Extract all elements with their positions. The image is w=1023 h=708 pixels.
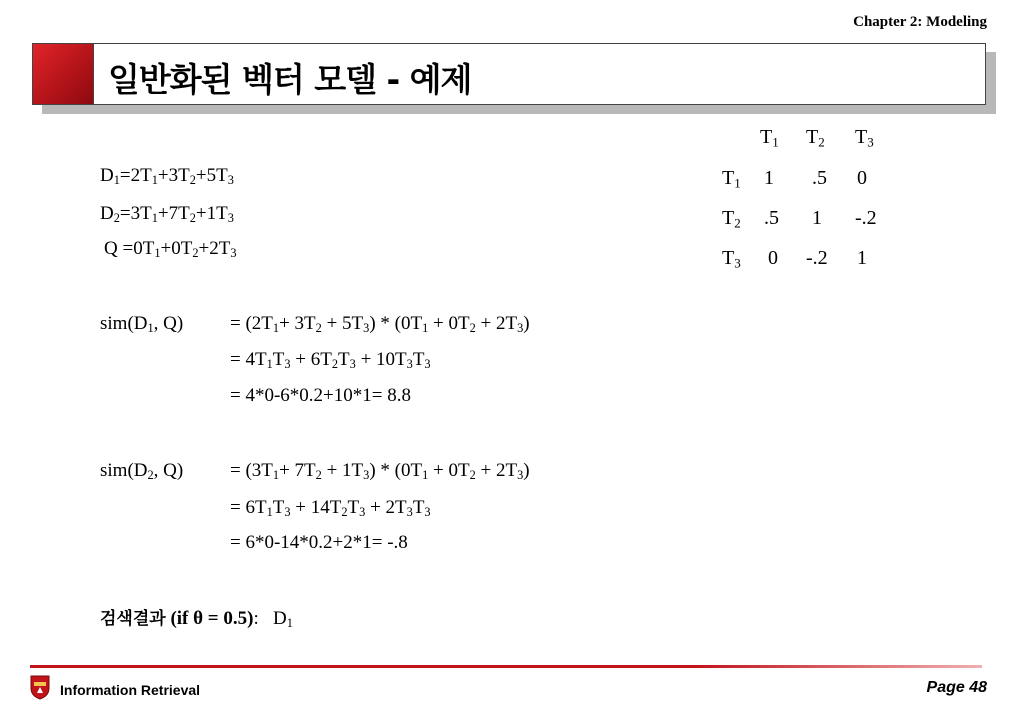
matrix-cell: -.2 [855, 207, 877, 229]
search-result: 검색결과 (if θ = 0.5): $D_1$ [100, 608, 293, 631]
matrix-cell: 0 [857, 167, 867, 189]
matrix-cell: .5 [764, 207, 779, 229]
slide-title: 일반화된 벡터 모델 - 예제 [108, 60, 472, 99]
chapter-label: Chapter 2: Modeling [853, 14, 987, 30]
sim2-line3: = 6*0-14*0.2+2*1= -.8 [230, 532, 408, 553]
matrix-col-header: $T_2$ [806, 126, 825, 150]
title-accent-square [32, 43, 94, 105]
matrix-row-label: $T_3$ [722, 247, 741, 271]
sim1-line2: = $4T_1T_3 + 6T_2T_3 + 10T_3T_3$ [230, 349, 431, 372]
matrix-cell: -.2 [806, 247, 828, 269]
matrix-cell: .5 [812, 167, 827, 189]
matrix-cell: 1 [812, 207, 822, 229]
sim1-lhs: $sim(D_1$, Q) [100, 313, 184, 336]
matrix-row-label: $T_1$ [722, 167, 741, 191]
result-condition: (if θ = 0.5) [170, 608, 254, 629]
matrix-cell: 1 [764, 167, 774, 189]
sim1-line3: = 4*0-6*0.2+10*1= 8.8 [230, 385, 411, 406]
page-number: Page 48 [926, 679, 987, 696]
matrix-cell: 0 [768, 247, 778, 269]
matrix-row-label: $T_2$ [722, 207, 741, 231]
definition-d1: $D_1=2T_1+3T_2+5T_3$ [100, 165, 234, 188]
sim1-line1: = $(2T_1+ 3T_2 + 5T_3) * (0T_1 + 0T_2 + 2T_3)$ [230, 313, 530, 336]
footer-divider [30, 665, 982, 668]
matrix-cell: 1 [857, 247, 867, 269]
university-crest-icon [30, 674, 50, 700]
sim2-line1: = $(3T_1+ 7T_2 + 1T_3) * (0T_1 + 0T_2 + 2T_3)$ [230, 460, 530, 483]
sim2-lhs: $sim(D_2$, Q) [100, 460, 184, 483]
matrix-col-header: $T_1$ [760, 126, 779, 150]
sim2-line2: = $6T_1T_3 + 14T_2T_3 + 2T_3T_3$ [230, 497, 431, 520]
footer-course-title: Information Retrieval [60, 682, 201, 698]
definition-d2: $D_2=3T_1+7T_2+1T_3$ [100, 203, 234, 226]
matrix-col-header: $T_3$ [855, 126, 874, 150]
definition-q: $Q =0T_1+0T_2+2T_3$ [104, 238, 237, 261]
result-answer: $D_1$ [273, 608, 293, 631]
result-label: 검색결과 [100, 609, 166, 629]
